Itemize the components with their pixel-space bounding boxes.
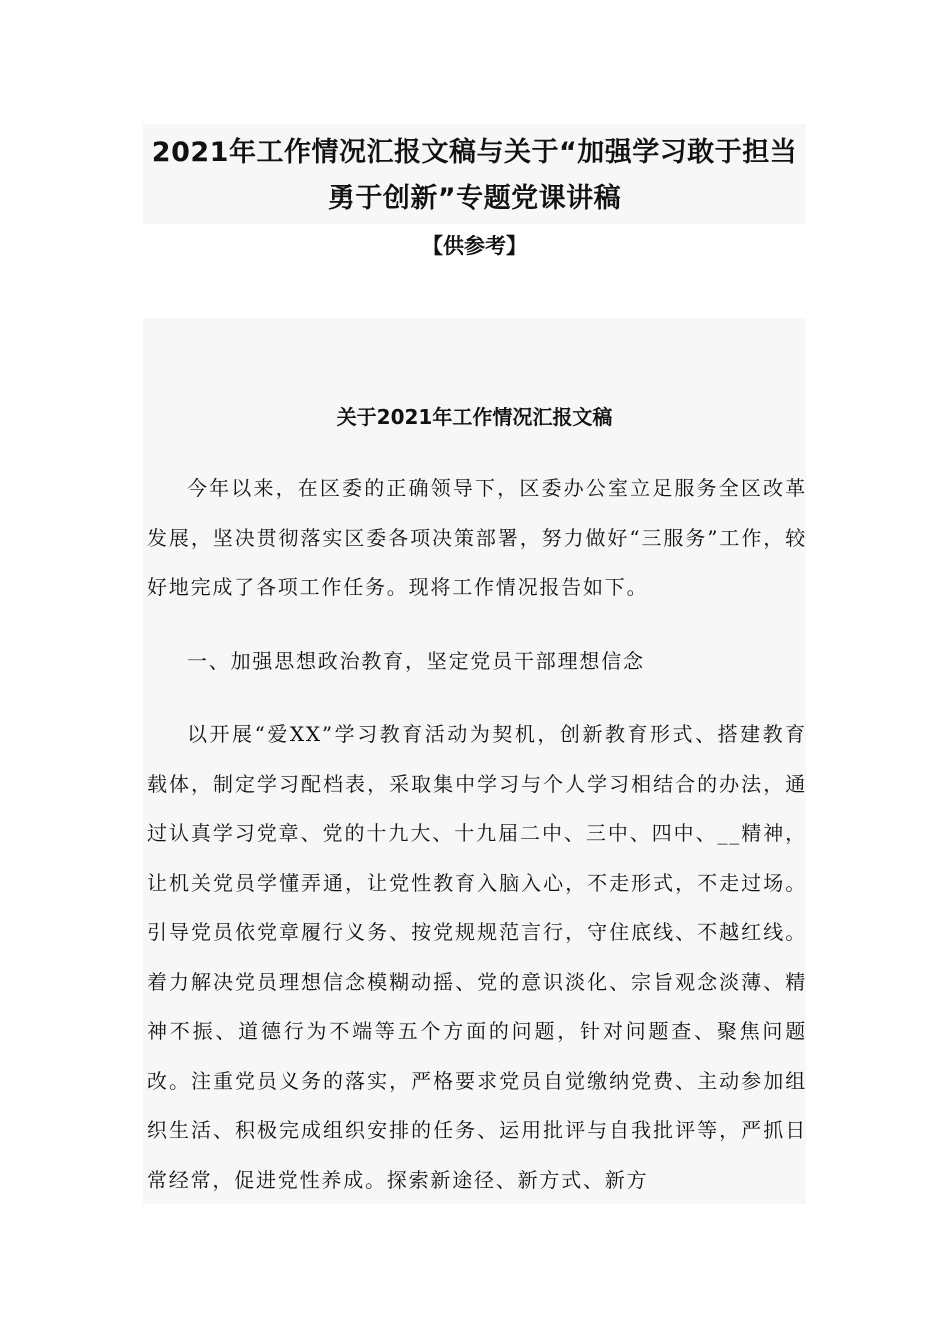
paragraph-intro: 今年以来，在区委的正确领导下，区委办公室立足服务全区改革发展，坚决贯彻落实区委各项决策部署，努力做好“三服务”工作，较好地完成了各项工作任务。现将工作情况报告如下。: [147, 476, 807, 599]
paragraph-heading-one: 一、加强思想政治教育，坚定党员干部理想信念: [187, 649, 645, 673]
paragraph-body: 以开展“爱XX”学习教育活动为契机，创新教育形式、搭建教育载体，制定学习配档表，采取集中学习与个人学习相结合的办法，通过认真学习党章、党的十九大、十九届二中、三中、四中、__精神，让机关党员学懂弄通，让党性教育入脑入心，不走形式，不走过场。引导党员依党章履行义务、按党规规范言行，守住底线、不越红线。着力解决党员理想信念模糊动摇、党的意识淡化、宗旨观念淡薄、精神不振、道德行为不端等五个方面的问题，针对问题查、聚焦问题改。注重党员义务的落实，严格要求党员自觉缴纳党费、主动参加组织生活、积极完成组织安排的任务、运用批评与自我批评等，严抓日常经常，促进党性养成。探索新途径、新方式、新方: [147, 722, 807, 1192]
reference-note: 【供参考】: [422, 234, 527, 258]
section-title: 关于2021年工作情况汇报文稿: [336, 405, 613, 429]
document-title: 2021年工作情况汇报文稿与关于“加强学习敢于担当勇于创新”专题党课讲稿: [151, 137, 798, 214]
